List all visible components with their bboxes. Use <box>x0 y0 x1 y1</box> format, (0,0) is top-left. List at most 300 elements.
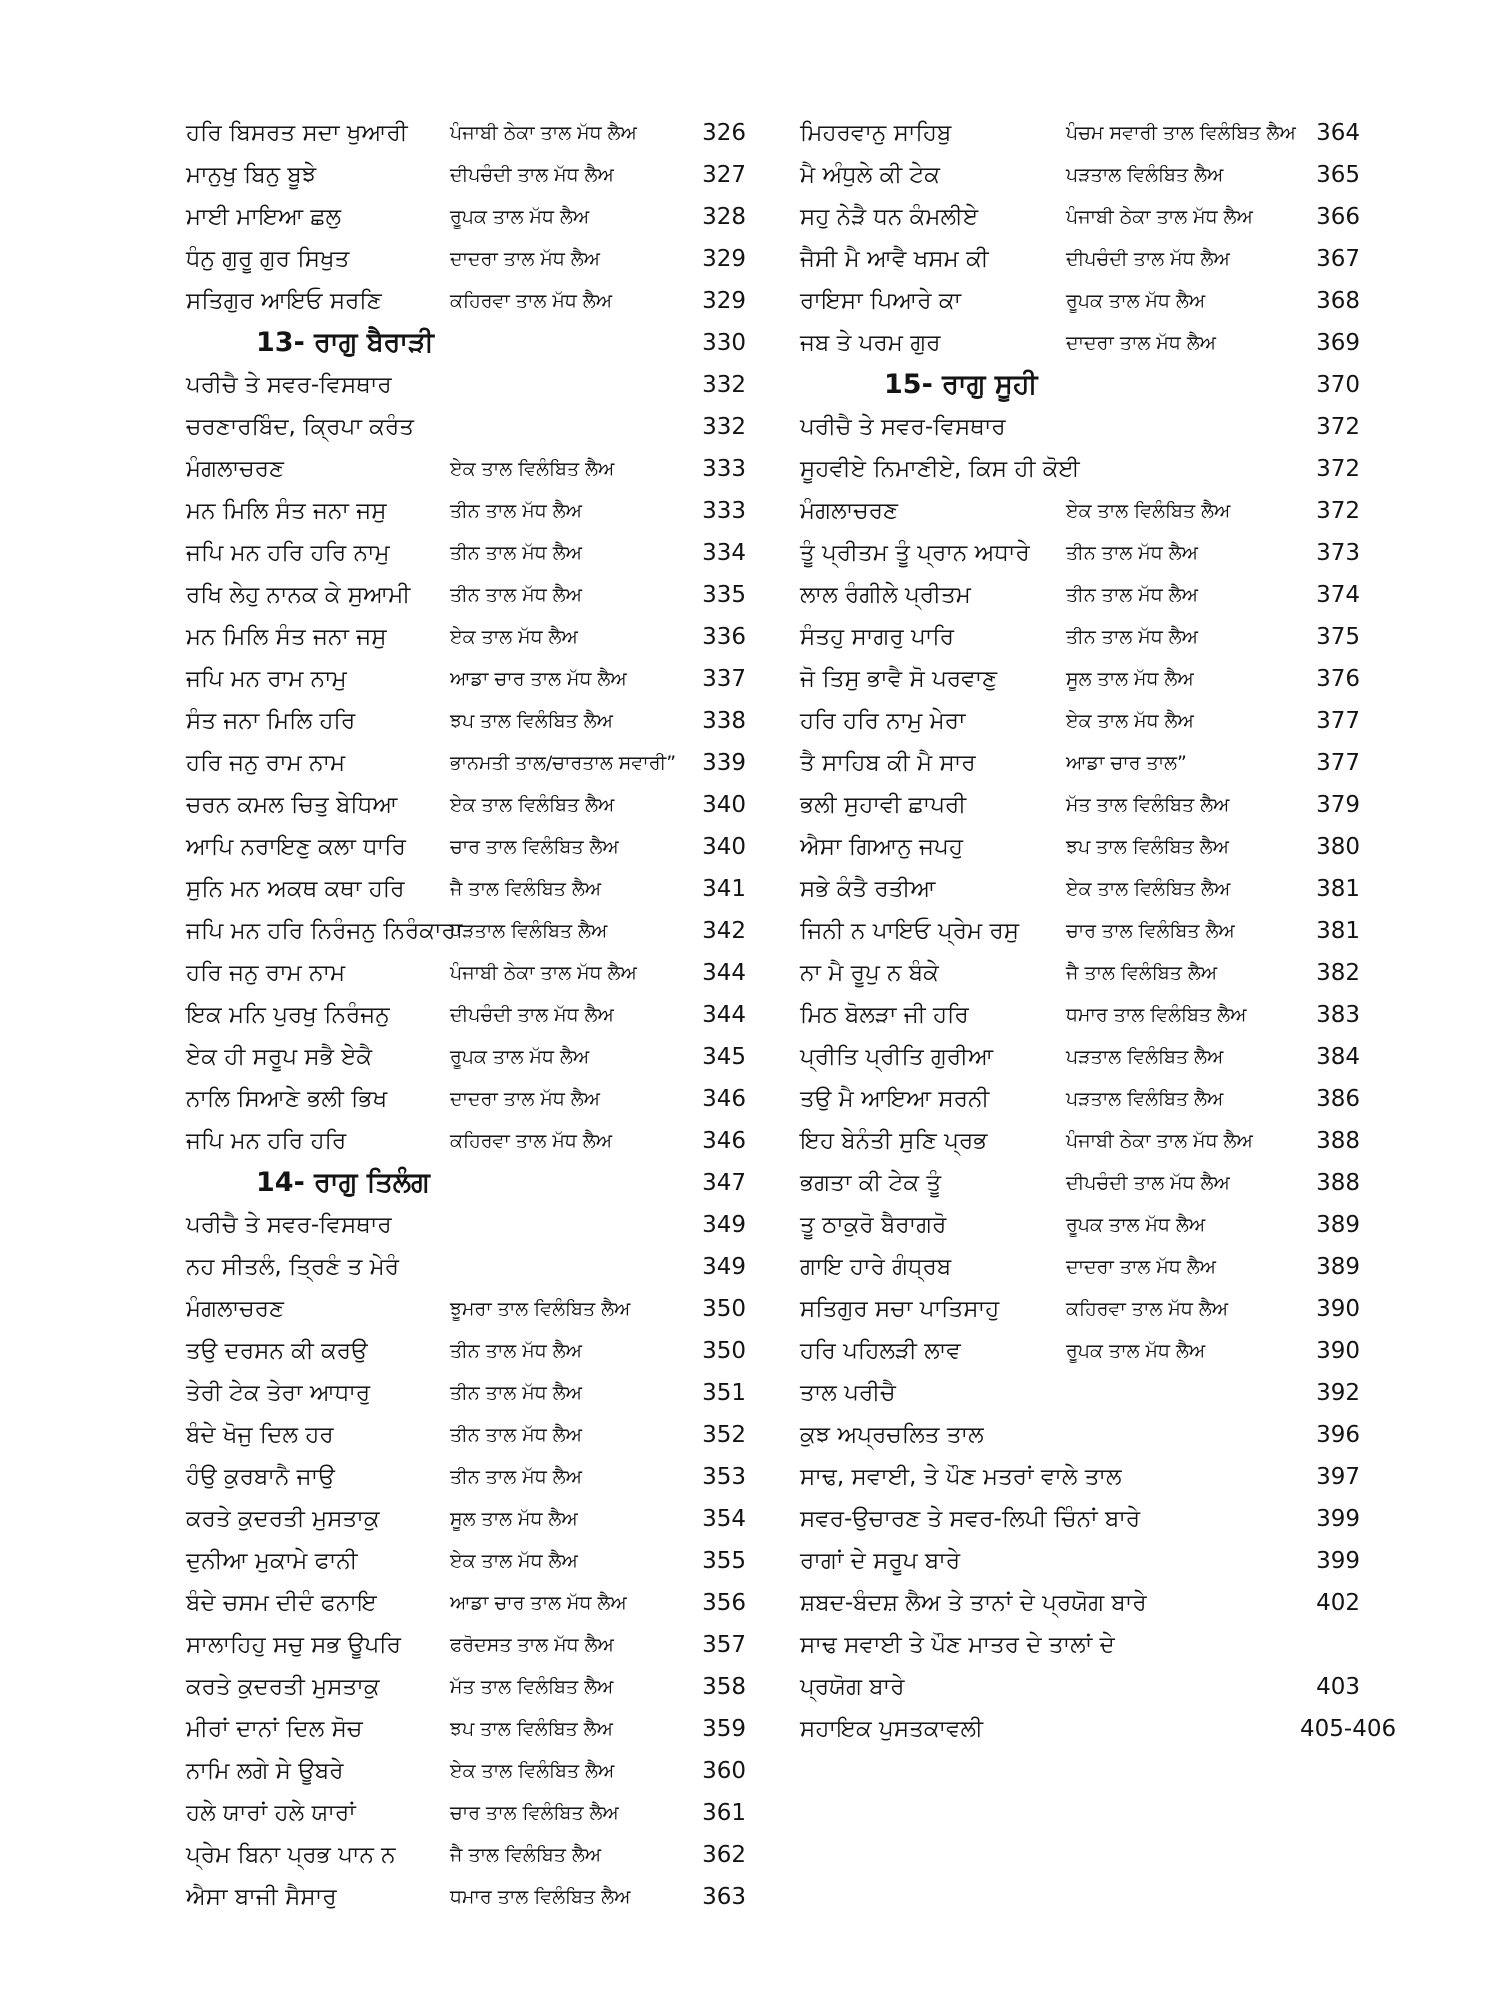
entry-page-number: 374 <box>1316 582 1360 608</box>
entry-title: ਹਰਿ ਹਰਿ ਨਾਮੁ ਮੇਰਾ <box>800 708 966 734</box>
entry-title: ਭਗਤਾ ਕੀ ਟੇਕ ਤੂੰ <box>800 1170 942 1196</box>
entry-title: ਇਹ ਬੇਨੰਤੀ ਸੁਣਿ ਪ੍ਰਭ <box>800 1128 988 1154</box>
entry-taal: ਦਾਦਰਾ ਤਾਲ ਮੱਧ ਲੈਅ <box>1066 1256 1217 1278</box>
entry-taal: ਭਾਨਮਤੀ ਤਾਲ/ਚਾਰਤਾਲ ਸਵਾਰੀ” <box>450 752 677 774</box>
entry-taal: ਪੜਤਾਲ ਵਿਲੰਬਿਤ ਲੈਅ <box>1066 1088 1224 1110</box>
entry-taal: ਕਹਿਰਵਾ ਤਾਲ ਮੱਧ ਲੈਅ <box>450 290 613 312</box>
entry-title: ਮਿਹਰਵਾਨੁ ਸਾਹਿਬੁ <box>800 120 952 146</box>
entry-taal: ਤੀਨ ਤਾਲ ਮੱਧ ਲੈਅ <box>1066 584 1198 606</box>
entry-taal: ਪੜਤਾਲ ਵਿਲੰਬਿਤ ਲੈਅ <box>1066 1046 1224 1068</box>
toc-entry <box>800 658 1360 700</box>
toc-entry <box>800 1708 1397 1750</box>
toc-entry <box>800 1120 1360 1162</box>
entry-title: ਤਉ ਮੈ ਆਇਆ ਸਰਨੀ <box>800 1086 990 1112</box>
entry-taal: ਪੰਜਾਬੀ ਠੇਕਾ ਤਾਲ ਮੱਧ ਲੈਅ <box>1066 1130 1253 1152</box>
entry-taal: ਤੀਨ ਤਾਲ ਮੱਧ ਲੈਅ <box>450 1382 582 1404</box>
entry-page-number: 346 <box>702 1128 746 1154</box>
entry-page-number: 363 <box>702 1884 746 1910</box>
entry-page-number: 381 <box>1316 876 1360 902</box>
entry-taal: ਜੈ ਤਾਲ ਵਿਲੰਬਿਤ ਲੈਅ <box>450 878 602 900</box>
entry-page-number: 344 <box>702 1002 746 1028</box>
entry-taal: ਸੂਲ ਤਾਲ ਮੱਧ ਲੈਅ <box>1066 668 1194 690</box>
toc-entry <box>800 1414 1360 1456</box>
entry-page-number: 405-406 <box>1300 1716 1397 1742</box>
entry-taal: ਜੈ ਤਾਲ ਵਿਲੰਬਿਤ ਲੈਅ <box>1066 962 1218 984</box>
entry-title: ਜਪਿ ਮਨ ਹਰਿ ਨਿਰੰਜਨੁ ਨਿਰੰਕਾਰਾ <box>186 918 463 944</box>
entry-title: ਪਰੀਚੈ ਤੇ ਸਵਰ-ਵਿਸਥਾਰ <box>186 372 392 398</box>
entry-taal: ਏਕ ਤਾਲ ਵਿਲੰਬਿਤ ਲੈਅ <box>450 1760 615 1782</box>
entry-taal: ਝਪ ਤਾਲ ਵਿਲੰਬਿਤ ਲੈਅ <box>450 1718 613 1740</box>
entry-page-number: 334 <box>702 540 746 566</box>
toc-entry <box>800 1372 1360 1414</box>
toc-right-column <box>800 112 1397 1750</box>
entry-page-number: 366 <box>1316 204 1360 230</box>
entry-title: ਸੰਤ ਜਨਾ ਮਿਲਿ ਹਰਿ <box>186 708 356 734</box>
entry-title: ਧੰਨੁ ਗੁਰੂ ਗੁਰ ਸਿਖੁਤ <box>186 246 350 272</box>
toc-entry <box>800 112 1360 154</box>
entry-title: ਐਸਾ ਬਾਜੀ ਸੈਸਾਰੁ <box>186 1884 337 1910</box>
entry-taal: ਤੀਨ ਤਾਲ ਮੱਧ ਲੈਅ <box>1066 542 1198 564</box>
toc-entry <box>186 196 746 238</box>
entry-title: ਜਪਿ ਮਨ ਰਾਮ ਨਾਮੁ <box>186 666 347 692</box>
entry-page-number: 372 <box>1316 456 1360 482</box>
entry-taal: ਮੱਤ ਤਾਲ ਵਿਲੰਬਿਤ ਲੈਅ <box>1066 794 1230 816</box>
entry-title: ਸੁਨਿ ਮਨ ਅਕਥ ਕਥਾ ਹਰਿ <box>186 876 405 902</box>
entry-page-number: 390 <box>1316 1338 1360 1364</box>
entry-taal: ਦੀਪਚੰਦੀ ਤਾਲ ਮੱਧ ਲੈਅ <box>1066 1172 1230 1194</box>
toc-entry <box>800 1330 1360 1372</box>
entry-taal: ਆਡਾ ਚਾਰ ਤਾਲ” <box>1066 752 1187 774</box>
entry-title: ਹਰਿ ਬਿਸਰਤ ਸਦਾ ਖੁਆਰੀ <box>186 120 408 146</box>
entry-page-number: 376 <box>1316 666 1360 692</box>
toc-entry <box>186 1624 746 1666</box>
entry-page-number: 357 <box>702 1632 746 1658</box>
toc-entry <box>186 1498 746 1540</box>
entry-taal: ਦੀਪਚੰਦੀ ਤਾਲ ਮੱਧ ਲੈਅ <box>1066 248 1230 270</box>
entry-title: ਹਰਿ ਪਹਿਲੜੀ ਲਾਵ <box>800 1338 961 1364</box>
entry-page-number: 329 <box>702 246 746 272</box>
toc-entry <box>186 700 746 742</box>
toc-entry <box>800 1036 1360 1078</box>
entry-title: ਮਨ ਮਿਲਿ ਸੰਤ ਜਨਾ ਜਸੁ <box>186 624 387 650</box>
entry-taal: ਦੀਪਚੰਦੀ ਤਾਲ ਮੱਧ ਲੈਅ <box>450 1004 614 1026</box>
entry-page-number: 340 <box>702 834 746 860</box>
entry-taal: ਏਕ ਤਾਲ ਮੱਧ ਲੈਅ <box>450 626 578 648</box>
entry-page-number: 351 <box>702 1380 746 1406</box>
entry-title: ਸਤਿਗੁਰ ਆਇਓ ਸਰਣਿ <box>186 288 382 314</box>
entry-taal: ਝਪ ਤਾਲ ਵਿਲੰਬਿਤ ਲੈਅ <box>1066 836 1229 858</box>
entry-title: ਬੰਦੇ ਖੋਜੁ ਦਿਲ ਹਰ <box>186 1422 334 1448</box>
toc-entry <box>800 574 1360 616</box>
toc-entry <box>800 532 1360 574</box>
entry-taal: ਰੂਪਕ ਤਾਲ ਮੱਧ ਲੈਅ <box>1066 290 1206 312</box>
entry-taal: ਤੀਨ ਤਾਲ ਮੱਧ ਲੈਅ <box>450 542 582 564</box>
toc-entry <box>800 784 1360 826</box>
entry-title: ਇਕ ਮਨਿ ਪੁਰਖੁ ਨਿਰੰਜਨੁ <box>186 1002 390 1028</box>
entry-taal: ਪੜਤਾਲ ਵਿਲੰਬਿਤ ਲੈਅ <box>450 920 608 942</box>
toc-entry <box>800 700 1360 742</box>
entry-page-number: 373 <box>1316 540 1360 566</box>
entry-page-number: 342 <box>702 918 746 944</box>
toc-entry <box>800 238 1360 280</box>
entry-page-number: 386 <box>1316 1086 1360 1112</box>
entry-taal: ਚਾਰ ਤਾਲ ਵਿਲੰਬਿਤ ਲੈਅ <box>1066 920 1235 942</box>
entry-title: ਨਾ ਮੈ ਰੂਪੁ ਨ ਬੰਕੇ <box>800 960 939 986</box>
entry-taal: ਝੂਮਰਾ ਤਾਲ ਵਿਲੰਬਿਤ ਲੈਅ <box>450 1298 631 1320</box>
entry-page-number: 333 <box>702 456 746 482</box>
entry-title: ਤੂ ਠਾਕੁਰੋ ਬੈਰਾਗਰੋ <box>800 1212 947 1238</box>
entry-title: ਹਰਿ ਜਨੁ ਰਾਮ ਨਾਮ <box>186 750 346 776</box>
entry-taal: ਤੀਨ ਤਾਲ ਮੱਧ ਲੈਅ <box>450 1340 582 1362</box>
toc-entry <box>186 1456 746 1498</box>
section-heading <box>186 322 746 364</box>
entry-taal: ਤੀਨ ਤਾਲ ਮੱਧ ਲੈਅ <box>450 1424 582 1446</box>
entry-title: ਰਖਿ ਲੇਹੁ ਨਾਨਕ ਕੇ ਸੁਆਮੀ <box>186 582 411 608</box>
entry-title: ਮਨ ਮਿਲਿ ਸੰਤ ਜਨਾ ਜਸੁ <box>186 498 387 524</box>
entry-page-number: 399 <box>1316 1548 1360 1574</box>
entry-title: ਤਉ ਦਰਸਨ ਕੀ ਕਰਉ <box>186 1338 368 1364</box>
entry-page-number: 365 <box>1316 162 1360 188</box>
entry-page-number: 339 <box>702 750 746 776</box>
toc-entry <box>186 1876 746 1918</box>
entry-title: ਤੂੰ ਪ੍ਰੀਤਮ ਤੂੰ ਪ੍ਰਾਨ ਅਧਾਰੇ <box>800 540 1030 566</box>
entry-page-number: 333 <box>702 498 746 524</box>
entry-page-number: 327 <box>702 162 746 188</box>
toc-entry <box>800 1162 1360 1204</box>
entry-title: ਏਕ ਹੀ ਸਰੂਪ ਸਭੈ ਏਕੈ <box>186 1044 373 1070</box>
entry-taal: ਦਾਦਰਾ ਤਾਲ ਮੱਧ ਲੈਅ <box>1066 332 1217 354</box>
entry-title: ਸਾਲਾਹਿਹੁ ਸਚੁ ਸਭ ਊਪਰਿ <box>186 1632 401 1658</box>
entry-page-number: 402 <box>1316 1590 1360 1616</box>
entry-title: ਸਾਢ ਸਵਾਈ ਤੇ ਪੌਣ ਮਾਤਰ ਦੇ ਤਾਲਾਂ ਦੇ <box>800 1632 1115 1658</box>
toc-entry <box>186 1540 746 1582</box>
entry-page-number: 369 <box>1316 330 1360 356</box>
entry-page-number: 397 <box>1316 1464 1360 1490</box>
entry-page-number: 337 <box>702 666 746 692</box>
entry-page-number: 346 <box>702 1086 746 1112</box>
toc-entry <box>186 1246 746 1288</box>
entry-taal: ਤੀਨ ਤਾਲ ਮੱਧ ਲੈਅ <box>450 500 582 522</box>
toc-entry <box>186 826 746 868</box>
toc-entry <box>800 1498 1360 1540</box>
entry-title: ਚਰਣਾਰਬਿੰਦ, ਕ੍ਰਿਪਾ ਕਰੰਤ <box>186 414 414 440</box>
entry-taal: ਫਰੋਦਸਤ ਤਾਲ ਮੱਧ ਲੈਅ <box>450 1634 614 1656</box>
entry-page-number: 341 <box>702 876 746 902</box>
toc-entry <box>800 1288 1360 1330</box>
toc-entry <box>186 1792 746 1834</box>
entry-title: ਪਰੀਚੈ ਤੇ ਸਵਰ-ਵਿਸਥਾਰ <box>800 414 1006 440</box>
toc-entry <box>186 154 746 196</box>
toc-entry <box>186 406 746 448</box>
entry-page-number: 329 <box>702 288 746 314</box>
toc-entry <box>186 364 746 406</box>
entry-taal: ਦਾਦਰਾ ਤਾਲ ਮੱਧ ਲੈਅ <box>450 248 601 270</box>
toc-entry <box>800 448 1360 490</box>
entry-page-number: 359 <box>702 1716 746 1742</box>
toc-entry <box>800 910 1360 952</box>
toc-entry <box>186 1582 746 1624</box>
entry-title: ਸੰਤਹੁ ਸਾਗਰੁ ਪਾਰਿ <box>800 624 955 650</box>
section-heading <box>186 1162 746 1204</box>
toc-entry <box>186 658 746 700</box>
entry-page-number: 358 <box>702 1674 746 1700</box>
entry-title: ਮੰਗਲਾਚਰਣ <box>186 456 285 482</box>
entry-page-number: 360 <box>702 1758 746 1784</box>
entry-title: ਆਪਿ ਨਰਾਇਣੁ ਕਲਾ ਧਾਰਿ <box>186 834 406 860</box>
entry-page-number: 381 <box>1316 918 1360 944</box>
toc-entry <box>186 532 746 574</box>
toc-entry <box>186 280 746 322</box>
entry-title: ਜਬ ਤੇ ਪਰਮ ਗੁਰ <box>800 330 941 356</box>
entry-title: ਮਾਨੁਖੁ ਬਿਨੁ ਬੂਝੇ <box>186 162 317 188</box>
entry-title: ਸਹਾਇਕ ਪੁਸਤਕਾਵਲੀ <box>800 1716 984 1742</box>
toc-entry <box>800 616 1360 658</box>
toc-entry <box>800 868 1360 910</box>
entry-title: ਮੰਗਲਾਚਰਣ <box>186 1296 285 1322</box>
entry-page-number: 370 <box>1316 372 1360 398</box>
toc-entry <box>186 1372 746 1414</box>
toc-entry <box>186 112 746 154</box>
entry-title: ਨਹ ਸੀਤਲੰ, ਤ੍ਰਿਣੰ ਤ ਮੇਰੰ <box>186 1254 400 1280</box>
entry-taal: ਚਾਰ ਤਾਲ ਵਿਲੰਬਿਤ ਲੈਅ <box>450 1802 619 1824</box>
entry-title: ਕਰਤੇ ਕੁਦਰਤੀ ਮੁਸਤਾਕੁ <box>186 1506 380 1532</box>
entry-title: ਚਰਨ ਕਮਲ ਚਿਤੁ ਬੇਧਿਆ <box>186 792 398 818</box>
entry-title: ਤੈ ਸਾਹਿਬ ਕੀ ਮੈ ਸਾਰ <box>800 750 976 776</box>
toc-entry <box>186 616 746 658</box>
entry-taal: ਏਕ ਤਾਲ ਵਿਲੰਬਿਤ ਲੈਅ <box>1066 500 1231 522</box>
entry-page-number: 372 <box>1316 498 1360 524</box>
entry-page-number: 372 <box>1316 414 1360 440</box>
entry-page-number: 352 <box>702 1422 746 1448</box>
entry-title: ਰਾਗਾਂ ਦੇ ਸਰੂਪ ਬਾਰੇ <box>800 1548 961 1574</box>
entry-title: ਗਾਇ ਹਾਰੇ ਗੰਧ੍ਰਬ <box>800 1254 952 1280</box>
toc-entry <box>800 952 1360 994</box>
toc-entry <box>186 574 746 616</box>
toc-entry <box>800 1456 1360 1498</box>
entry-title: ਨਾਮਿ ਲਗੇ ਸੇ ਊਬਰੇ <box>186 1758 344 1784</box>
entry-title: ਕਰਤੇ ਕੁਦਰਤੀ ਮੁਸਤਾਕੁ <box>186 1674 380 1700</box>
entry-page-number: 377 <box>1316 708 1360 734</box>
entry-taal: ਤੀਨ ਤਾਲ ਮੱਧ ਲੈਅ <box>450 584 582 606</box>
entry-page-number: 336 <box>702 624 746 650</box>
entry-title: ਸਤਿਗੁਰ ਸਚਾ ਪਾਤਿਸਾਹੁ <box>800 1296 1000 1322</box>
entry-taal: ਏਕ ਤਾਲ ਮੱਧ ਲੈਅ <box>450 1550 578 1572</box>
entry-title: ਤਾਲ ਪਰੀਚੈ <box>800 1380 896 1406</box>
toc-entry <box>800 1666 1360 1708</box>
entry-page-number: 335 <box>702 582 746 608</box>
toc-entry <box>800 1540 1360 1582</box>
entry-title: ਸ਼ਬਦ-ਬੰਦਸ਼ ਲੈਅ ਤੇ ਤਾਨਾਂ ਦੇ ਪ੍ਰਯੋਗ ਬਾਰੇ <box>800 1590 1147 1616</box>
entry-page-number: 399 <box>1316 1506 1360 1532</box>
entry-taal: ਮੱਤ ਤਾਲ ਵਿਲੰਬਿਤ ਲੈਅ <box>450 1676 614 1698</box>
toc-entry <box>800 742 1360 784</box>
entry-taal: ਪੜਤਾਲ ਵਿਲੰਬਿਤ ਲੈਅ <box>1066 164 1224 186</box>
entry-page-number: 382 <box>1316 960 1360 986</box>
entry-taal: ਦੀਪਚੰਦੀ ਤਾਲ ਮੱਧ ਲੈਅ <box>450 164 614 186</box>
toc-entry <box>800 1582 1360 1624</box>
entry-page-number: 364 <box>1316 120 1360 146</box>
toc-entry <box>186 1414 746 1456</box>
entry-taal: ਆਡਾ ਚਾਰ ਤਾਲ ਮੱਧ ਲੈਅ <box>450 668 627 690</box>
entry-page-number: 328 <box>702 204 746 230</box>
toc-entry <box>800 490 1360 532</box>
entry-title: ਐਸਾ ਗਿਆਨੁ ਜਪਹੁ <box>800 834 964 860</box>
entry-taal: ਪੰਜਾਬੀ ਠੇਕਾ ਤਾਲ ਮੱਧ ਲੈਅ <box>450 122 637 144</box>
entry-page-number: 362 <box>702 1842 746 1868</box>
entry-page-number: 338 <box>702 708 746 734</box>
entry-page-number: 344 <box>702 960 746 986</box>
entry-title: ਹੰਉ ਕੁਰਬਾਨੈ ਜਾਉ <box>186 1464 335 1490</box>
entry-title: ਮੀਰਾਂ ਦਾਨਾਂ ਦਿਲ ਸੋਚ <box>186 1716 363 1742</box>
toc-left-column <box>186 112 746 1918</box>
entry-taal: ਕਹਿਰਵਾ ਤਾਲ ਮੱਧ ਲੈਅ <box>1066 1298 1229 1320</box>
entry-page-number: 375 <box>1316 624 1360 650</box>
entry-taal: ਧਮਾਰ ਤਾਲ ਵਿਲੰਬਿਤ ਲੈਅ <box>450 1886 631 1908</box>
entry-title: ਦੁਨੀਆ ਮੁਕਾਮੇ ਫਾਨੀ <box>186 1548 358 1574</box>
entry-title: ਬੰਦੇ ਚਸਮ ਦੀਦੰ ਫਨਾਇ <box>186 1590 377 1616</box>
entry-page-number: 330 <box>702 330 746 356</box>
entry-page-number: 403 <box>1316 1674 1360 1700</box>
entry-page-number: 388 <box>1316 1128 1360 1154</box>
entry-title: ਮੈ ਅੰਧੁਲੇ ਕੀ ਟੇਕ <box>800 162 940 188</box>
entry-title: ਸੂਹਵੀਏ ਨਿਮਾਣੀਏ, ਕਿਸ ਹੀ ਕੋਈ <box>800 456 1080 482</box>
entry-taal: ਰੂਪਕ ਤਾਲ ਮੱਧ ਲੈਅ <box>1066 1214 1206 1236</box>
toc-entry <box>186 1078 746 1120</box>
entry-page-number: 389 <box>1316 1254 1360 1280</box>
entry-page-number: 396 <box>1316 1422 1360 1448</box>
entry-taal: ਸੂਲ ਤਾਲ ਮੱਧ ਲੈਅ <box>450 1508 578 1530</box>
entry-page-number: 340 <box>702 792 746 818</box>
entry-taal: ਧਮਾਰ ਤਾਲ ਵਿਲੰਬਿਤ ਲੈਅ <box>1066 1004 1247 1026</box>
entry-taal: ਚਾਰ ਤਾਲ ਵਿਲੰਬਿਤ ਲੈਅ <box>450 836 619 858</box>
entry-title: ਪਰੀਚੈ ਤੇ ਸਵਰ-ਵਿਸਥਾਰ <box>186 1212 392 1238</box>
entry-page-number: 332 <box>702 414 746 440</box>
entry-page-number: 389 <box>1316 1212 1360 1238</box>
entry-taal: ਰੂਪਕ ਤਾਲ ਮੱਧ ਲੈਅ <box>450 206 590 228</box>
entry-page-number: 384 <box>1316 1044 1360 1070</box>
entry-title: ਮਿਠ ਬੋਲੜਾ ਜੀ ਹਰਿ <box>800 1002 969 1028</box>
toc-entry <box>186 238 746 280</box>
entry-taal: ਦਾਦਰਾ ਤਾਲ ਮੱਧ ਲੈਅ <box>450 1088 601 1110</box>
entry-page-number: 353 <box>702 1464 746 1490</box>
toc-entry <box>186 784 746 826</box>
toc-entry <box>800 406 1360 448</box>
entry-title: ਕੁਝ ਅਪ੍ਰਚਲਿਤ ਤਾਲ <box>800 1422 984 1448</box>
entry-taal: ਏਕ ਤਾਲ ਮੱਧ ਲੈਅ <box>1066 710 1194 732</box>
entry-title: ਮਾਈ ਮਾਇਆ ਛਲੁ <box>186 204 342 230</box>
entry-title: ਪ੍ਰਯੋਗ ਬਾਰੇ <box>800 1674 905 1700</box>
entry-taal: ਪੰਚਮ ਸਵਾਰੀ ਤਾਲ ਵਿਲੰਬਿਤ ਲੈਅ <box>1066 122 1296 144</box>
entry-taal: ਰੂਪਕ ਤਾਲ ਮੱਧ ਲੈਅ <box>1066 1340 1206 1362</box>
entry-title: ਰਾਇਸਾ ਪਿਆਰੇ ਕਾ <box>800 288 962 314</box>
entry-title: ਸਹੁ ਨੇੜੈ ਧਨ ਕੰਮਲੀਏ <box>800 204 979 230</box>
entry-title: ਨਾਲਿ ਸਿਆਣੇ ਭਲੀ ਭਿਖ <box>186 1086 388 1112</box>
toc-entry <box>186 742 746 784</box>
entry-title: ਪ੍ਰੀਤਿ ਪ੍ਰੀਤਿ ਗੁਰੀਆ <box>800 1044 994 1070</box>
toc-entry <box>186 910 746 952</box>
toc-entry <box>186 994 746 1036</box>
entry-page-number: 380 <box>1316 834 1360 860</box>
entry-title: ਪ੍ਰੇਮ ਬਿਨਾ ਪ੍ਰਭ ਪਾਨ ਨ <box>186 1842 396 1868</box>
toc-entry <box>186 490 746 532</box>
entry-title: ਸਾਢ, ਸਵਾਈ, ਤੇ ਪੌਣ ਮਤਰਾਂ ਵਾਲੇ ਤਾਲ <box>800 1464 1122 1490</box>
entry-title: ਸਵਰ-ਉਚਾਰਣ ਤੇ ਸਵਰ-ਲਿਪੀ ਚਿੰਨਾਂ ਬਾਰੇ <box>800 1506 1141 1532</box>
entry-page-number: 345 <box>702 1044 746 1070</box>
entry-page-number: 332 <box>702 372 746 398</box>
entry-taal: ਤੀਨ ਤਾਲ ਮੱਧ ਲੈਅ <box>1066 626 1198 648</box>
entry-taal: ਜੈ ਤਾਲ ਵਿਲੰਬਿਤ ਲੈਅ <box>450 1844 602 1866</box>
entry-title: ਜੋ ਤਿਸੁ ਭਾਵੈ ਸੋ ਪਰਵਾਣੁ <box>800 666 998 692</box>
toc-entry <box>186 1750 746 1792</box>
section-title: 15- ਰਾਗੁ ਸੂਹੀ <box>884 369 1038 400</box>
entry-page-number: 390 <box>1316 1296 1360 1322</box>
toc-entry <box>800 1246 1360 1288</box>
entry-page-number: 349 <box>702 1212 746 1238</box>
toc-entry <box>186 1330 746 1372</box>
toc-entry <box>800 154 1360 196</box>
entry-title: ਹਰਿ ਜਨੁ ਰਾਮ ਨਾਮ <box>186 960 346 986</box>
toc-entry <box>186 952 746 994</box>
entry-taal: ਝਪ ਤਾਲ ਵਿਲੰਬਿਤ ਲੈਅ <box>450 710 613 732</box>
entry-page-number: 379 <box>1316 792 1360 818</box>
entry-page-number: 354 <box>702 1506 746 1532</box>
toc-entry <box>186 1036 746 1078</box>
entry-taal: ਤੀਨ ਤਾਲ ਮੱਧ ਲੈਅ <box>450 1466 582 1488</box>
toc-entry <box>800 1078 1360 1120</box>
entry-page-number: 350 <box>702 1338 746 1364</box>
entry-title: ਜਪਿ ਮਨ ਹਰਿ ਹਰਿ <box>186 1128 347 1154</box>
entry-page-number: 349 <box>702 1254 746 1280</box>
toc-entry <box>186 448 746 490</box>
entry-page-number: 392 <box>1316 1380 1360 1406</box>
toc-entry <box>186 1204 746 1246</box>
toc-entry <box>800 322 1360 364</box>
entry-title: ਜਿਨੀ ਨ ਪਾਇਓ ਪ੍ਰੇਮ ਰਸੁ <box>800 918 1020 944</box>
toc-entry <box>186 1708 746 1750</box>
entry-title: ਹਲੇ ਯਾਰਾਂ ਹਲੇ ਯਾਰਾਂ <box>186 1800 356 1826</box>
entry-title: ਜਪਿ ਮਨ ਹਰਿ ਹਰਿ ਨਾਮੁ <box>186 540 390 566</box>
entry-taal: ਏਕ ਤਾਲ ਵਿਲੰਬਿਤ ਲੈਅ <box>450 794 615 816</box>
entry-taal: ਆਡਾ ਚਾਰ ਤਾਲ ਮੱਧ ਲੈਅ <box>450 1592 627 1614</box>
entry-page-number: 368 <box>1316 288 1360 314</box>
toc-entry <box>800 994 1360 1036</box>
section-title: 13- ਰਾਗੁ ਬੈਰਾੜੀ <box>256 327 434 358</box>
entry-page-number: 388 <box>1316 1170 1360 1196</box>
entry-page-number: 347 <box>702 1170 746 1196</box>
entry-taal: ਰੂਪਕ ਤਾਲ ਮੱਧ ਲੈਅ <box>450 1046 590 1068</box>
entry-taal: ਪੰਜਾਬੀ ਠੇਕਾ ਤਾਲ ਮੱਧ ਲੈਅ <box>1066 206 1253 228</box>
entry-title: ਸਭੇ ਕੰਤੈ ਰਤੀਆ <box>800 876 936 902</box>
toc-entry <box>800 1624 1360 1666</box>
entry-title: ਤੇਰੀ ਟੇਕ ਤੇਰਾ ਆਧਾਰੁ <box>186 1380 371 1406</box>
entry-taal: ਕਹਿਰਵਾ ਤਾਲ ਮੱਧ ਲੈਅ <box>450 1130 613 1152</box>
toc-entry <box>800 826 1360 868</box>
toc-entry <box>186 1120 746 1162</box>
section-title: 14- ਰਾਗੁ ਤਿਲੰਗ <box>256 1167 430 1198</box>
entry-page-number: 356 <box>702 1590 746 1616</box>
entry-page-number: 377 <box>1316 750 1360 776</box>
entry-taal: ਏਕ ਤਾਲ ਵਿਲੰਬਿਤ ਲੈਅ <box>1066 878 1231 900</box>
entry-page-number: 367 <box>1316 246 1360 272</box>
entry-page-number: 326 <box>702 120 746 146</box>
entry-page-number: 361 <box>702 1800 746 1826</box>
entry-title: ਜੈਸੀ ਮੈ ਆਵੈ ਖਸਮ ਕੀ <box>800 246 989 272</box>
toc-entry <box>186 1834 746 1876</box>
toc-entry <box>800 1204 1360 1246</box>
toc-entry <box>186 1288 746 1330</box>
entry-title: ਮੰਗਲਾਚਰਣ <box>800 498 899 524</box>
entry-page-number: 383 <box>1316 1002 1360 1028</box>
